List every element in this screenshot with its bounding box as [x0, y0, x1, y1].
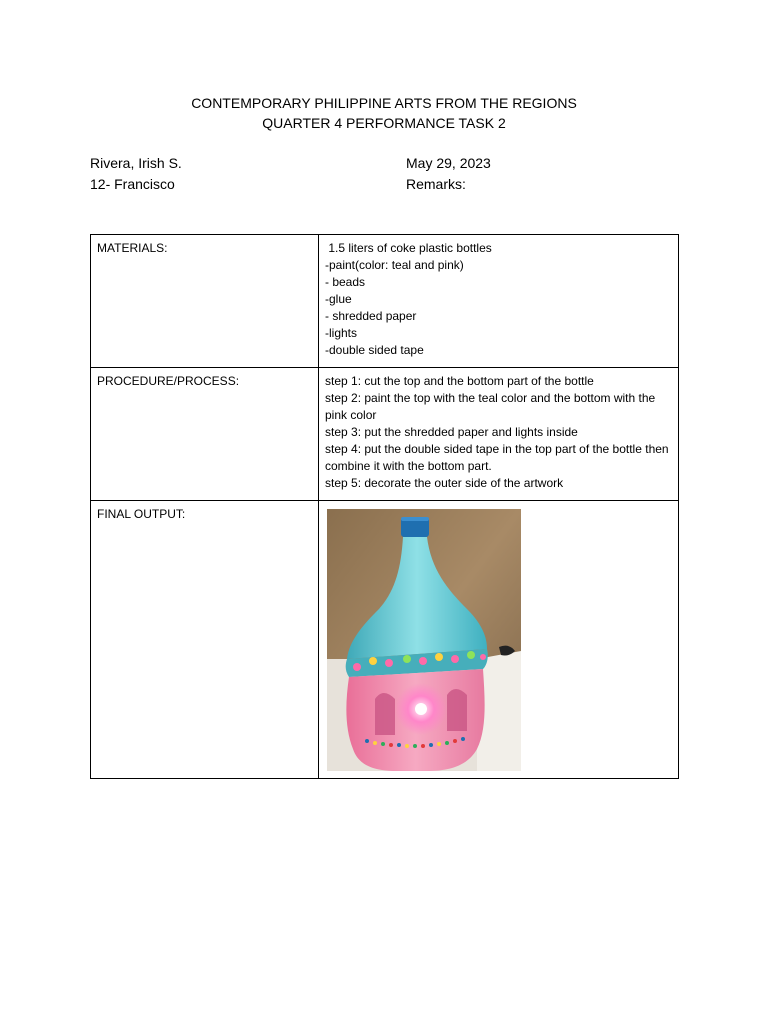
- procedure-step: step 5: decorate the outer side of the artwork: [325, 476, 564, 490]
- document-title: [0, 93, 768, 133]
- final-output-cell: [319, 501, 679, 779]
- procedure-label: PROCEDURE/PROCESS:: [91, 368, 319, 501]
- materials-row: [91, 235, 679, 368]
- material-item: -paint(color: teal and pink): [325, 258, 464, 272]
- procedure-step: step 3: put the shredded paper and lights inside: [325, 425, 578, 439]
- material-item: - shredded paper: [325, 309, 417, 323]
- materials-list: [319, 235, 679, 368]
- procedure-row: [91, 368, 679, 501]
- procedure-step: step 4: put the double sided tape in the top part of the bottle then combine it with the bottom part.: [325, 442, 669, 473]
- procedure-list: [319, 368, 679, 501]
- material-item: -glue: [325, 292, 352, 306]
- final-output-label: FINAL OUTPUT:: [91, 501, 319, 779]
- submission-info: [406, 153, 491, 195]
- material-item: -double sided tape: [325, 343, 424, 357]
- final-output-row: [91, 501, 679, 779]
- title-line-1: CONTEMPORARY PHILIPPINE ARTS FROM THE REGIONS: [191, 95, 577, 111]
- material-item: -lights: [325, 326, 358, 340]
- remarks-label: Remarks:: [406, 176, 466, 192]
- procedure-step: step 1: cut the top and the bottom part of the bottle: [325, 374, 594, 388]
- material-item: 1.5 liters of coke plastic bottles: [325, 241, 492, 255]
- materials-label: MATERIALS:: [91, 235, 319, 368]
- submission-date: May 29, 2023: [406, 155, 491, 171]
- artwork-photo: [327, 509, 521, 771]
- material-item: - beads: [325, 275, 366, 289]
- student-section: 12- Francisco: [90, 176, 175, 192]
- student-info: [90, 153, 182, 195]
- procedure-step: step 2: paint the top with the teal color and the bottom with the pink color: [325, 391, 656, 422]
- student-name: Rivera, Irish S.: [90, 155, 182, 171]
- title-line-2: QUARTER 4 PERFORMANCE TASK 2: [262, 115, 506, 131]
- task-table: [90, 234, 679, 779]
